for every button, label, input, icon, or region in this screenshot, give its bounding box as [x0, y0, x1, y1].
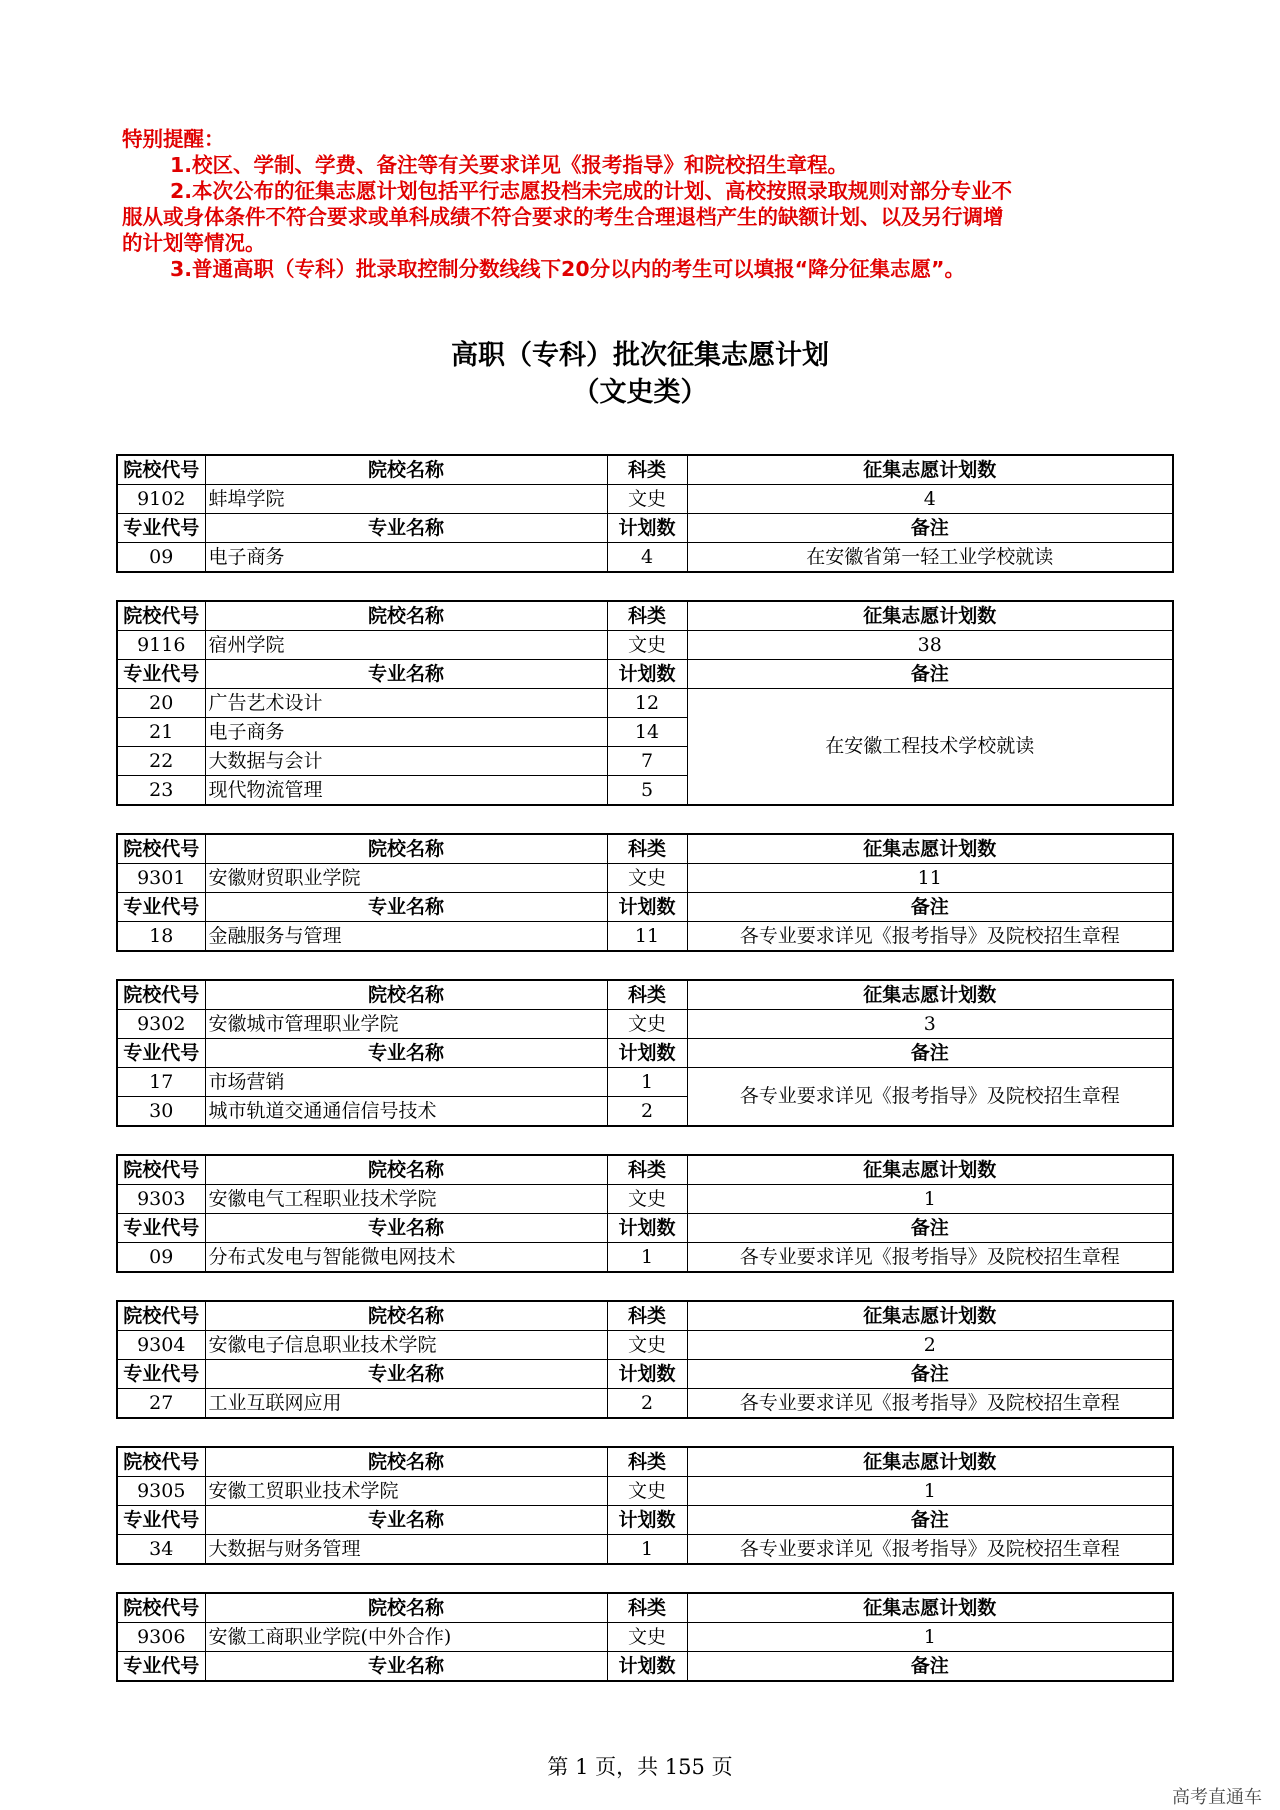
major-row: [117, 922, 1173, 952]
school-name: 安徽电子信息职业技术学院: [205, 1331, 607, 1360]
school-name-header: 院校名称: [205, 1301, 607, 1331]
school-plan-table: [116, 1446, 1174, 1565]
plan-total-header: 征集志愿计划数: [687, 601, 1173, 631]
major-code-header: 专业代号: [117, 1360, 205, 1389]
major-header-row: [117, 660, 1173, 689]
major-name: 大数据与财务管理: [205, 1535, 607, 1565]
major-name-header: 专业名称: [205, 1039, 607, 1068]
major-plan-count: 5: [607, 776, 687, 806]
major-header-row: [117, 1039, 1173, 1068]
school-row: [117, 1331, 1173, 1360]
remark-header: 备注: [687, 893, 1173, 922]
category-header: 科类: [607, 834, 687, 864]
plan-count-header: 计划数: [607, 1506, 687, 1535]
major-header-row: [117, 1652, 1173, 1682]
school-name: 安徽城市管理职业学院: [205, 1010, 607, 1039]
major-remark: 各专业要求详见《报考指导》及院校招生章程: [687, 1243, 1173, 1273]
school-header-row: [117, 455, 1173, 485]
school-category: 文史: [607, 1185, 687, 1214]
school-code-header: 院校代号: [117, 834, 205, 864]
school-header-row: [117, 1301, 1173, 1331]
school-name: 安徽工商职业学院(中外合作): [205, 1623, 607, 1652]
school-category: 文史: [607, 864, 687, 893]
category-header: 科类: [607, 1301, 687, 1331]
major-header-row: [117, 893, 1173, 922]
school-plan-total: 38: [687, 631, 1173, 660]
school-name: 安徽财贸职业学院: [205, 864, 607, 893]
major-code-header: 专业代号: [117, 1039, 205, 1068]
school-category: 文史: [607, 1010, 687, 1039]
major-name-header: 专业名称: [205, 1506, 607, 1535]
school-row: [117, 1477, 1173, 1506]
category-header: 科类: [607, 1593, 687, 1623]
major-name: 市场营销: [205, 1068, 607, 1097]
major-plan-count: 11: [607, 922, 687, 952]
school-plan-table: [116, 600, 1174, 806]
school-name-header: 院校名称: [205, 834, 607, 864]
plan-count-header: 计划数: [607, 1039, 687, 1068]
plan-count-header: 计划数: [607, 1360, 687, 1389]
major-plan-count: 1: [607, 1243, 687, 1273]
remark-header: 备注: [687, 1360, 1173, 1389]
watermark: 高考直通车: [1172, 1787, 1262, 1808]
school-header-row: [117, 834, 1173, 864]
plan-total-header: 征集志愿计划数: [687, 980, 1173, 1010]
major-code-header: 专业代号: [117, 1506, 205, 1535]
major-code: 27: [117, 1389, 205, 1419]
school-code-header: 院校代号: [117, 455, 205, 485]
major-plan-count: 2: [607, 1389, 687, 1419]
notice-item-3: 3.普通高职（专科）批录取控制分数线线下20分以内的考生可以填报“降分征集志愿”。: [170, 257, 966, 281]
major-row: [117, 1068, 1173, 1097]
major-name: 金融服务与管理: [205, 922, 607, 952]
major-plan-count: 12: [607, 689, 687, 718]
school-code: 9305: [117, 1477, 205, 1506]
major-code: 20: [117, 689, 205, 718]
remark-header: 备注: [687, 1506, 1173, 1535]
major-code-header: 专业代号: [117, 893, 205, 922]
school-header-row: [117, 1155, 1173, 1185]
major-code-header: 专业代号: [117, 1652, 205, 1682]
plan-count-header: 计划数: [607, 893, 687, 922]
school-plan-table: [116, 833, 1174, 952]
major-header-row: [117, 1360, 1173, 1389]
school-plan-total: 1: [687, 1477, 1173, 1506]
major-plan-count: 4: [607, 543, 687, 573]
major-header-row: [117, 1214, 1173, 1243]
major-name: 城市轨道交通通信信号技术: [205, 1097, 607, 1127]
major-code: 23: [117, 776, 205, 806]
major-code: 17: [117, 1068, 205, 1097]
remark-header: 备注: [687, 660, 1173, 689]
major-name: 广告艺术设计: [205, 689, 607, 718]
notice-item-2-line-1: 2.本次公布的征集志愿计划包括平行志愿投档未完成的计划、高校按照录取规则对部分专业不: [170, 179, 1013, 203]
school-row: [117, 631, 1173, 660]
major-code-header: 专业代号: [117, 1214, 205, 1243]
school-category: 文史: [607, 1331, 687, 1360]
school-code-header: 院校代号: [117, 980, 205, 1010]
major-header-row: [117, 1506, 1173, 1535]
school-plan-total: 2: [687, 1331, 1173, 1360]
major-row: [117, 689, 1173, 718]
notice-heading: 特别提醒：: [122, 127, 225, 151]
major-remark: 在安徽省第一轻工业学校就读: [687, 543, 1173, 573]
school-plan-total: 3: [687, 1010, 1173, 1039]
school-category: 文史: [607, 485, 687, 514]
school-name-header: 院校名称: [205, 601, 607, 631]
special-notice: [122, 126, 1172, 282]
school-name-header: 院校名称: [205, 1155, 607, 1185]
school-plan-total: 1: [687, 1185, 1173, 1214]
major-name: 大数据与会计: [205, 747, 607, 776]
major-plan-count: 2: [607, 1097, 687, 1127]
major-code: 09: [117, 1243, 205, 1273]
plan-count-header: 计划数: [607, 514, 687, 543]
school-row: [117, 864, 1173, 893]
school-name: 宿州学院: [205, 631, 607, 660]
school-plan-total: 1: [687, 1623, 1173, 1652]
category-header: 科类: [607, 1447, 687, 1477]
page-subtitle: （文史类）: [572, 377, 708, 408]
remark-header: 备注: [687, 514, 1173, 543]
major-plan-count: 7: [607, 747, 687, 776]
school-plan-total: 11: [687, 864, 1173, 893]
major-remark: 各专业要求详见《报考指导》及院校招生章程: [687, 922, 1173, 952]
school-name: 安徽电气工程职业技术学院: [205, 1185, 607, 1214]
school-name: 安徽工贸职业技术学院: [205, 1477, 607, 1506]
notice-item-1: 1.校区、学制、学费、备注等有关要求详见《报考指导》和院校招生章程。: [170, 153, 849, 177]
school-code: 9301: [117, 864, 205, 893]
major-row: [117, 1243, 1173, 1273]
school-plan-table: [116, 454, 1174, 573]
major-name: 电子商务: [205, 543, 607, 573]
school-header-row: [117, 980, 1173, 1010]
major-name: 现代物流管理: [205, 776, 607, 806]
school-plan-total: 4: [687, 485, 1173, 514]
school-header-row: [117, 601, 1173, 631]
school-code-header: 院校代号: [117, 1447, 205, 1477]
plan-total-header: 征集志愿计划数: [687, 1447, 1173, 1477]
plan-total-header: 征集志愿计划数: [687, 1155, 1173, 1185]
major-code: 34: [117, 1535, 205, 1565]
school-code: 9303: [117, 1185, 205, 1214]
school-header-row: [117, 1447, 1173, 1477]
school-category: 文史: [607, 631, 687, 660]
plan-total-header: 征集志愿计划数: [687, 1593, 1173, 1623]
page-number: 第 1 页，共 155 页: [547, 1755, 733, 1779]
major-name: 分布式发电与智能微电网技术: [205, 1243, 607, 1273]
category-header: 科类: [607, 601, 687, 631]
school-name: 蚌埠学院: [205, 485, 607, 514]
school-row: [117, 1010, 1173, 1039]
major-name: 工业互联网应用: [205, 1389, 607, 1419]
school-name-header: 院校名称: [205, 1447, 607, 1477]
major-header-row: [117, 514, 1173, 543]
major-row: [117, 543, 1173, 573]
remark-header: 备注: [687, 1214, 1173, 1243]
major-code-header: 专业代号: [117, 660, 205, 689]
school-row: [117, 485, 1173, 514]
remark-header: 备注: [687, 1652, 1173, 1682]
school-code: 9302: [117, 1010, 205, 1039]
school-name-header: 院校名称: [205, 980, 607, 1010]
major-plan-count: 14: [607, 718, 687, 747]
school-code-header: 院校代号: [117, 1593, 205, 1623]
major-code: 21: [117, 718, 205, 747]
major-remark: 各专业要求详见《报考指导》及院校招生章程: [687, 1535, 1173, 1565]
school-plan-table: [116, 1154, 1174, 1273]
major-row: [117, 1535, 1173, 1565]
major-name-header: 专业名称: [205, 660, 607, 689]
plan-total-header: 征集志愿计划数: [687, 455, 1173, 485]
school-category: 文史: [607, 1623, 687, 1652]
school-name-header: 院校名称: [205, 455, 607, 485]
school-code-header: 院校代号: [117, 601, 205, 631]
plan-total-header: 征集志愿计划数: [687, 834, 1173, 864]
major-name-header: 专业名称: [205, 514, 607, 543]
category-header: 科类: [607, 980, 687, 1010]
major-code: 18: [117, 922, 205, 952]
school-code-header: 院校代号: [117, 1155, 205, 1185]
notice-item-2-line-2: 服从或身体条件不符合要求或单科成绩不符合要求的考生合理退档产生的缺额计划、以及另行调增: [122, 205, 1004, 229]
major-code-header: 专业代号: [117, 514, 205, 543]
remark-header: 备注: [687, 1039, 1173, 1068]
major-name: 电子商务: [205, 718, 607, 747]
school-code-header: 院校代号: [117, 1301, 205, 1331]
school-plan-table: [116, 1592, 1174, 1682]
major-remark: 各专业要求详见《报考指导》及院校招生章程: [687, 1389, 1173, 1419]
plan-tables: [116, 454, 1172, 1709]
school-code: 9306: [117, 1623, 205, 1652]
major-name-header: 专业名称: [205, 1214, 607, 1243]
major-row: [117, 1389, 1173, 1419]
major-plan-count: 1: [607, 1535, 687, 1565]
major-code: 09: [117, 543, 205, 573]
school-row: [117, 1623, 1173, 1652]
major-name-header: 专业名称: [205, 1652, 607, 1682]
school-name-header: 院校名称: [205, 1593, 607, 1623]
school-plan-table: [116, 1300, 1174, 1419]
plan-count-header: 计划数: [607, 1652, 687, 1682]
school-row: [117, 1185, 1173, 1214]
page-title: 高职（专科）批次征集志愿计划: [451, 340, 829, 371]
school-category: 文史: [607, 1477, 687, 1506]
plan-count-header: 计划数: [607, 660, 687, 689]
major-remark: 各专业要求详见《报考指导》及院校招生章程: [687, 1068, 1173, 1127]
major-code: 22: [117, 747, 205, 776]
category-header: 科类: [607, 1155, 687, 1185]
major-code: 30: [117, 1097, 205, 1127]
school-header-row: [117, 1593, 1173, 1623]
school-code: 9304: [117, 1331, 205, 1360]
school-code: 9102: [117, 485, 205, 514]
school-plan-table: [116, 979, 1174, 1127]
plan-count-header: 计划数: [607, 1214, 687, 1243]
plan-total-header: 征集志愿计划数: [687, 1301, 1173, 1331]
notice-item-2-line-3: 的计划等情况。: [122, 231, 266, 255]
major-name-header: 专业名称: [205, 1360, 607, 1389]
major-remark: 在安徽工程技术学校就读: [687, 689, 1173, 806]
major-name-header: 专业名称: [205, 893, 607, 922]
school-code: 9116: [117, 631, 205, 660]
major-plan-count: 1: [607, 1068, 687, 1097]
category-header: 科类: [607, 455, 687, 485]
